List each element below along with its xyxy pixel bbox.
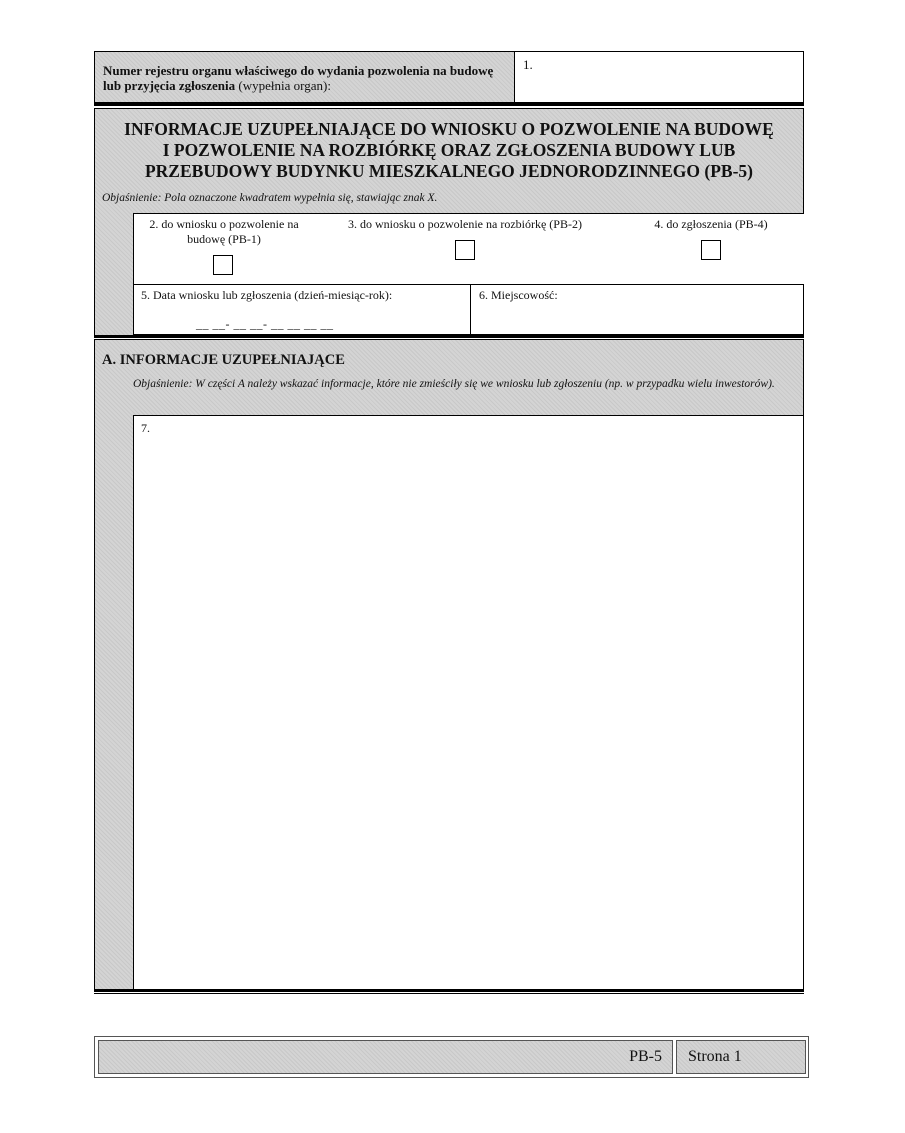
checkbox-pb4[interactable] [701, 240, 721, 260]
registry-label-bold: Numer rejestru organu właściwego do wydania pozwolenia na budowę lub przyjęcia zgłoszenia [103, 63, 494, 93]
footer-page-label: Strona 1 [688, 1048, 742, 1065]
footer-form-code: PB-5 [629, 1048, 662, 1065]
option-label-pb2: 3. do wniosku o pozwolenie na rozbiórkę (PB-2) [348, 217, 582, 231]
place-field[interactable] [470, 284, 804, 335]
form-title-line: PRZEBUDOWY BUDYNKU MIESZKALNEGO JEDNORODZINNEGO (PB-5) [144, 161, 753, 181]
registry-number-field[interactable] [514, 51, 804, 103]
additional-info-field-number: 7. [141, 421, 150, 435]
option-label-pb1: 2. do wniosku o pozwolenie na budowę (PB-1) [149, 217, 299, 246]
divider [94, 103, 804, 106]
title-explanation: Objaśnienie: Pola oznaczone kwadratem wypełnia się, stawiając znak X. [102, 192, 438, 204]
section-a-explanation: Objaśnienie: W części A należy wskazać informacje, które nie zmieściły się we wniosku lub zgłoszeniu (np. w przypadku wielu inwestorów). [133, 378, 775, 390]
date-field-mask: __ __- __ __- __ __ __ __ [196, 317, 334, 331]
registry-label-note: (wypełnia organ): [238, 78, 331, 93]
divider [94, 335, 804, 338]
place-field-label: 6. Miejscowość: [479, 288, 558, 302]
section-a-title: A. INFORMACJE UZUPEŁNIAJĄCE [102, 352, 345, 368]
form-title-line: I POZWOLENIE NA ROZBIÓRKĘ ORAZ ZGŁOSZENIA BUDOWY LUB [162, 140, 736, 160]
checkbox-pb1[interactable] [213, 255, 233, 275]
footer-code-cell [98, 1040, 673, 1074]
divider [94, 993, 804, 994]
checkbox-pb2[interactable] [455, 240, 475, 260]
additional-info-field[interactable] [133, 415, 804, 990]
date-field-label: 5. Data wniosku lub zgłoszenia (dzień-miesiąc-rok): [141, 288, 393, 302]
option-label-pb4: 4. do zgłoszenia (PB-4) [654, 217, 768, 231]
form-title [94, 119, 804, 182]
date-field[interactable] [133, 284, 471, 335]
registry-label-cell [94, 51, 514, 103]
registry-label [103, 63, 506, 93]
footer-page-cell [676, 1040, 806, 1074]
form-title-line: INFORMACJE UZUPEŁNIAJĄCE DO WNIOSKU O POZWOLENIE NA BUDOWĘ [124, 119, 774, 139]
registry-field-number: 1. [523, 57, 533, 72]
divider [94, 989, 804, 992]
footer [94, 1036, 809, 1078]
